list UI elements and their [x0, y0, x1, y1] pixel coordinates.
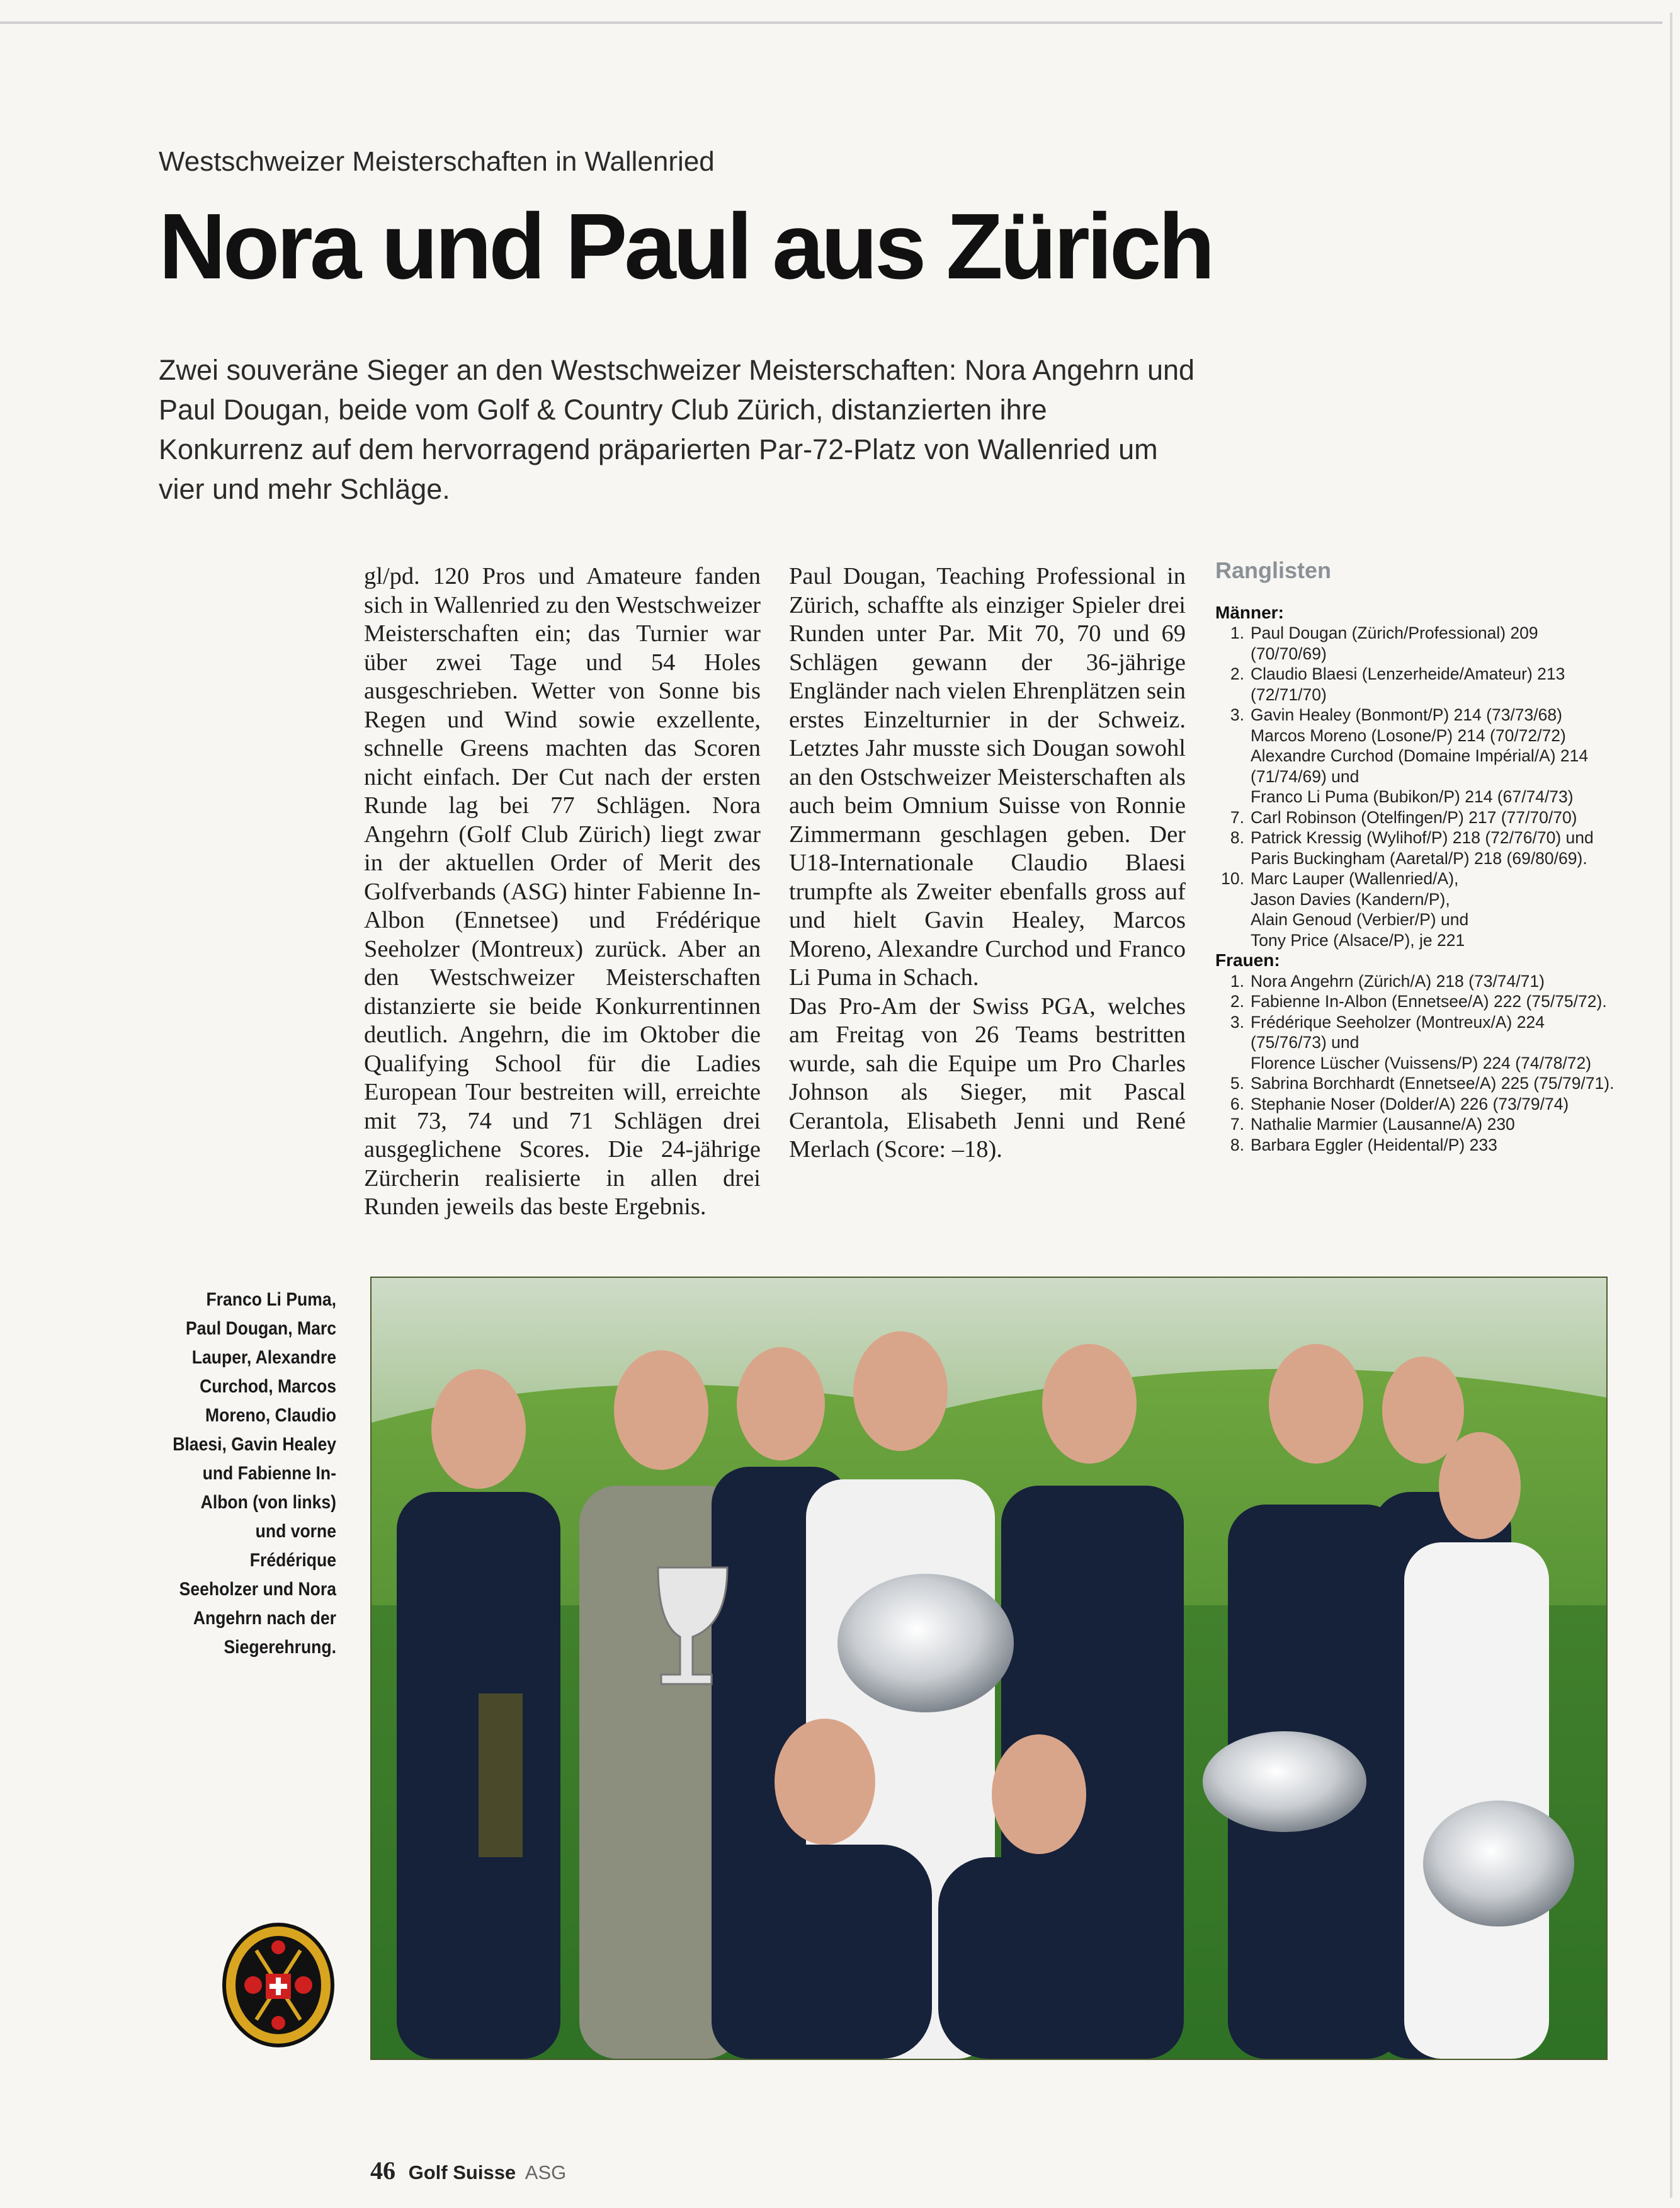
- result-text: Stephanie Noser (Dolder/A) 226 (73/79/74): [1251, 1094, 1569, 1113]
- result-rank: 10.: [1221, 869, 1244, 888]
- page-edge: [1670, 13, 1672, 2198]
- top-rule: [0, 21, 1662, 24]
- result-text: Florence Lüscher (Vuissens/P) 224 (74/78/72): [1251, 1053, 1592, 1073]
- result-rank: [1215, 930, 1251, 951]
- result-rank: 5.: [1230, 1074, 1244, 1093]
- results-title: Ranglisten: [1215, 557, 1332, 583]
- result-text: Marcos Moreno (Losone/P) 214 (70/72/72): [1251, 726, 1566, 745]
- team-photo: [370, 1277, 1608, 2060]
- result-text: Frédérique Seeholzer (Montreux/A) 224 (75/76/73) und: [1251, 1012, 1545, 1052]
- result-rank: 7.: [1230, 807, 1244, 827]
- men-results-list: [1215, 623, 1618, 950]
- page-footer: [370, 2156, 566, 2185]
- result-row: [1215, 889, 1618, 910]
- result-row: [1215, 1094, 1618, 1115]
- result-rank: [1215, 889, 1251, 910]
- result-text: Claudio Blaesi (Lenzerheide/Amateur) 213 (72/71/70): [1251, 664, 1565, 704]
- men-label: Männer:: [1215, 602, 1284, 622]
- result-rank: 3.: [1230, 705, 1244, 724]
- result-rank: [1215, 746, 1251, 787]
- result-text: Sabrina Borchhardt (Ennetsee/A) 225 (75/79/71).: [1251, 1074, 1615, 1093]
- result-rank: 7.: [1230, 1115, 1244, 1134]
- result-row: [1215, 705, 1618, 726]
- result-row: [1215, 1073, 1618, 1094]
- result-rank: [1215, 787, 1251, 807]
- result-rank: 3.: [1230, 1012, 1244, 1032]
- result-text: Franco Li Puma (Bubikon/P) 214 (67/74/73): [1251, 787, 1574, 806]
- article-column-1: gl/pd. 120 Pros und Amateure fanden sich in Wallenried zu den Westschweizer Meisterschaften ein; das Turnier war über zwei Tage und 54 Holes ausgeschrieben. Wetter von Sonne bis Regen und Wind sowie exzellente, schnelle Greens machten das Scoren nicht einfach. Der Cut nach der ersten Runde lag bei 77 Schlägen. Nora Angehrn (Golf Club Zürich) liegt zwar in der aktuellen Order of Merit des Golfverbands (ASG) hinter Fabienne In-Albon (Ennetsee) und Frédérique Seeholzer (Montreux) zurück. Aber an den Westschweizer Meisterschaften distanzierte sie beide Konkurrentinnen deutlich. Angehrn, die im Oktober die Qualifying School für die Ladies European Tour bestreiten will, erreichte mit 73, 74 und 71 Schlägen drei ausgeglichene Scores. Die 24-jährige Zürcherin realisierte in allen drei Runden jeweils das beste Ergebnis.: [364, 563, 761, 1220]
- article-col2-para2: Das Pro-Am der Swiss PGA, welches am Freitag von 26 Teams bestritten wurde, sah die Equipe um Pro Charles Johnson als Sieger, mit Pascal Cerantola, Elisabeth Jenni und René Merlach (Score: –18).: [789, 993, 1186, 1163]
- article-col2-para1: Paul Dougan, Teaching Professional in Zürich, schaffte als einziger Spieler drei Runden unter Par. Mit 70, 70 und 69 Schlägen gewann der 36-jährige Engländer nach vielen Ehrenplätzen sein erstes Einzelturnier in der Schweiz. Letztes Jahr musste sich Dougan sowohl an den Ostschweizer Meisterschaften als auch beim Omnium Suisse von Ronnie Zimmermann geschlagen geben. Der U18-Internationale Claudio Blaesi trumpfte als Zweiter ebenfalls gross auf und hielt Gavin Healey, Marcos Moreno, Alexandre Curchod und Franco Li Puma in Schach.: [789, 563, 1186, 991]
- women-results-list: [1215, 971, 1618, 1156]
- result-row: [1215, 971, 1618, 992]
- headline: Nora und Paul aus Zürich: [159, 195, 1212, 299]
- lead-paragraph: Zwei souveräne Sieger an den Westschweizer Meisterschaften: Nora Angehrn und Paul Dougan, beide vom Golf & Country Club Zürich, distanzierten ihre Konkurrenz auf dem hervorragend präparierten Par-72-Platz von Wallenried um vier und mehr Schläge.: [159, 354, 1195, 505]
- magazine-name: Golf Suisse: [408, 2161, 516, 2183]
- photo-silver-plate: [1203, 1731, 1366, 1832]
- magazine-suffix: ASG: [525, 2161, 567, 2183]
- result-row: [1215, 664, 1618, 705]
- result-text: Nora Angehrn (Zürich/A) 218 (73/74/71): [1251, 971, 1545, 991]
- result-row: [1215, 807, 1618, 828]
- result-text: Jason Davies (Kandern/P),: [1251, 889, 1450, 909]
- asg-logo: [222, 1922, 335, 2048]
- result-text: Fabienne In-Albon (Ennetsee/A) 222 (75/75/72).: [1251, 992, 1607, 1011]
- result-row: [1215, 787, 1618, 807]
- result-rank: 2.: [1230, 664, 1244, 683]
- result-rank: 2.: [1230, 992, 1244, 1011]
- results-sidebar: [1215, 557, 1618, 1155]
- result-rank: 8.: [1230, 1135, 1244, 1154]
- article-column-2: [789, 562, 1186, 1164]
- result-row: [1215, 991, 1618, 1012]
- result-row: [1215, 909, 1618, 930]
- photo-silver-plate: [1423, 1801, 1574, 1926]
- result-text: Patrick Kressig (Wylihof/P) 218 (72/76/70) und Paris Buckingham (Aaretal/P) 218 (69/80/69).: [1251, 828, 1594, 868]
- result-text: Barbara Eggler (Heidental/P) 233: [1251, 1135, 1497, 1154]
- page-number: 46: [370, 2156, 395, 2185]
- kicker: Westschweizer Meisterschaften in Wallenried: [159, 146, 715, 177]
- result-row: [1215, 623, 1618, 664]
- result-row: [1215, 746, 1618, 787]
- result-row: [1215, 1012, 1618, 1053]
- result-rank: 6.: [1230, 1094, 1244, 1113]
- result-rank: 8.: [1230, 828, 1244, 847]
- result-row: [1215, 930, 1618, 951]
- result-rank: 1.: [1230, 623, 1244, 642]
- result-rank: [1215, 909, 1251, 930]
- result-text: Marc Lauper (Wallenried/A),: [1251, 869, 1459, 888]
- result-row: [1215, 1135, 1618, 1156]
- result-text: Alexandre Curchod (Domaine Impérial/A) 214 (71/74/69) und: [1251, 746, 1589, 786]
- photo-caption: Franco Li Puma, Paul Dougan, Marc Lauper, Alexandre Curchod, Marcos Moreno, Claudio Blaesi, Gavin Healey und Fabienne In-Albon (von links) und vorne Frédérique Seeholzer und Nora Angehrn nach der Siegerehrung.: [173, 1289, 336, 1658]
- result-text: Carl Robinson (Otelfingen/P) 217 (77/70/70): [1251, 807, 1577, 827]
- result-text: Nathalie Marmier (Lausanne/A) 230: [1251, 1115, 1515, 1134]
- result-row: [1215, 828, 1618, 868]
- photo-silver-plate: [837, 1574, 1014, 1712]
- result-row: [1215, 868, 1618, 889]
- result-text: Tony Price (Alsace/P), je 221: [1251, 930, 1465, 950]
- result-row: [1215, 1053, 1618, 1074]
- result-row: [1215, 1114, 1618, 1135]
- result-text: Alain Genoud (Verbier/P) und: [1251, 910, 1469, 929]
- result-rank: 1.: [1230, 971, 1244, 991]
- result-row: [1215, 726, 1618, 746]
- women-label: Frauen:: [1215, 950, 1280, 970]
- photo-box-trophy: [479, 1693, 523, 1857]
- result-text: Paul Dougan (Zürich/Professional) 209 (70/70/69): [1251, 623, 1538, 663]
- result-rank: [1215, 726, 1251, 746]
- result-rank: [1215, 1053, 1251, 1074]
- result-text: Gavin Healey (Bonmont/P) 214 (73/73/68): [1251, 705, 1562, 724]
